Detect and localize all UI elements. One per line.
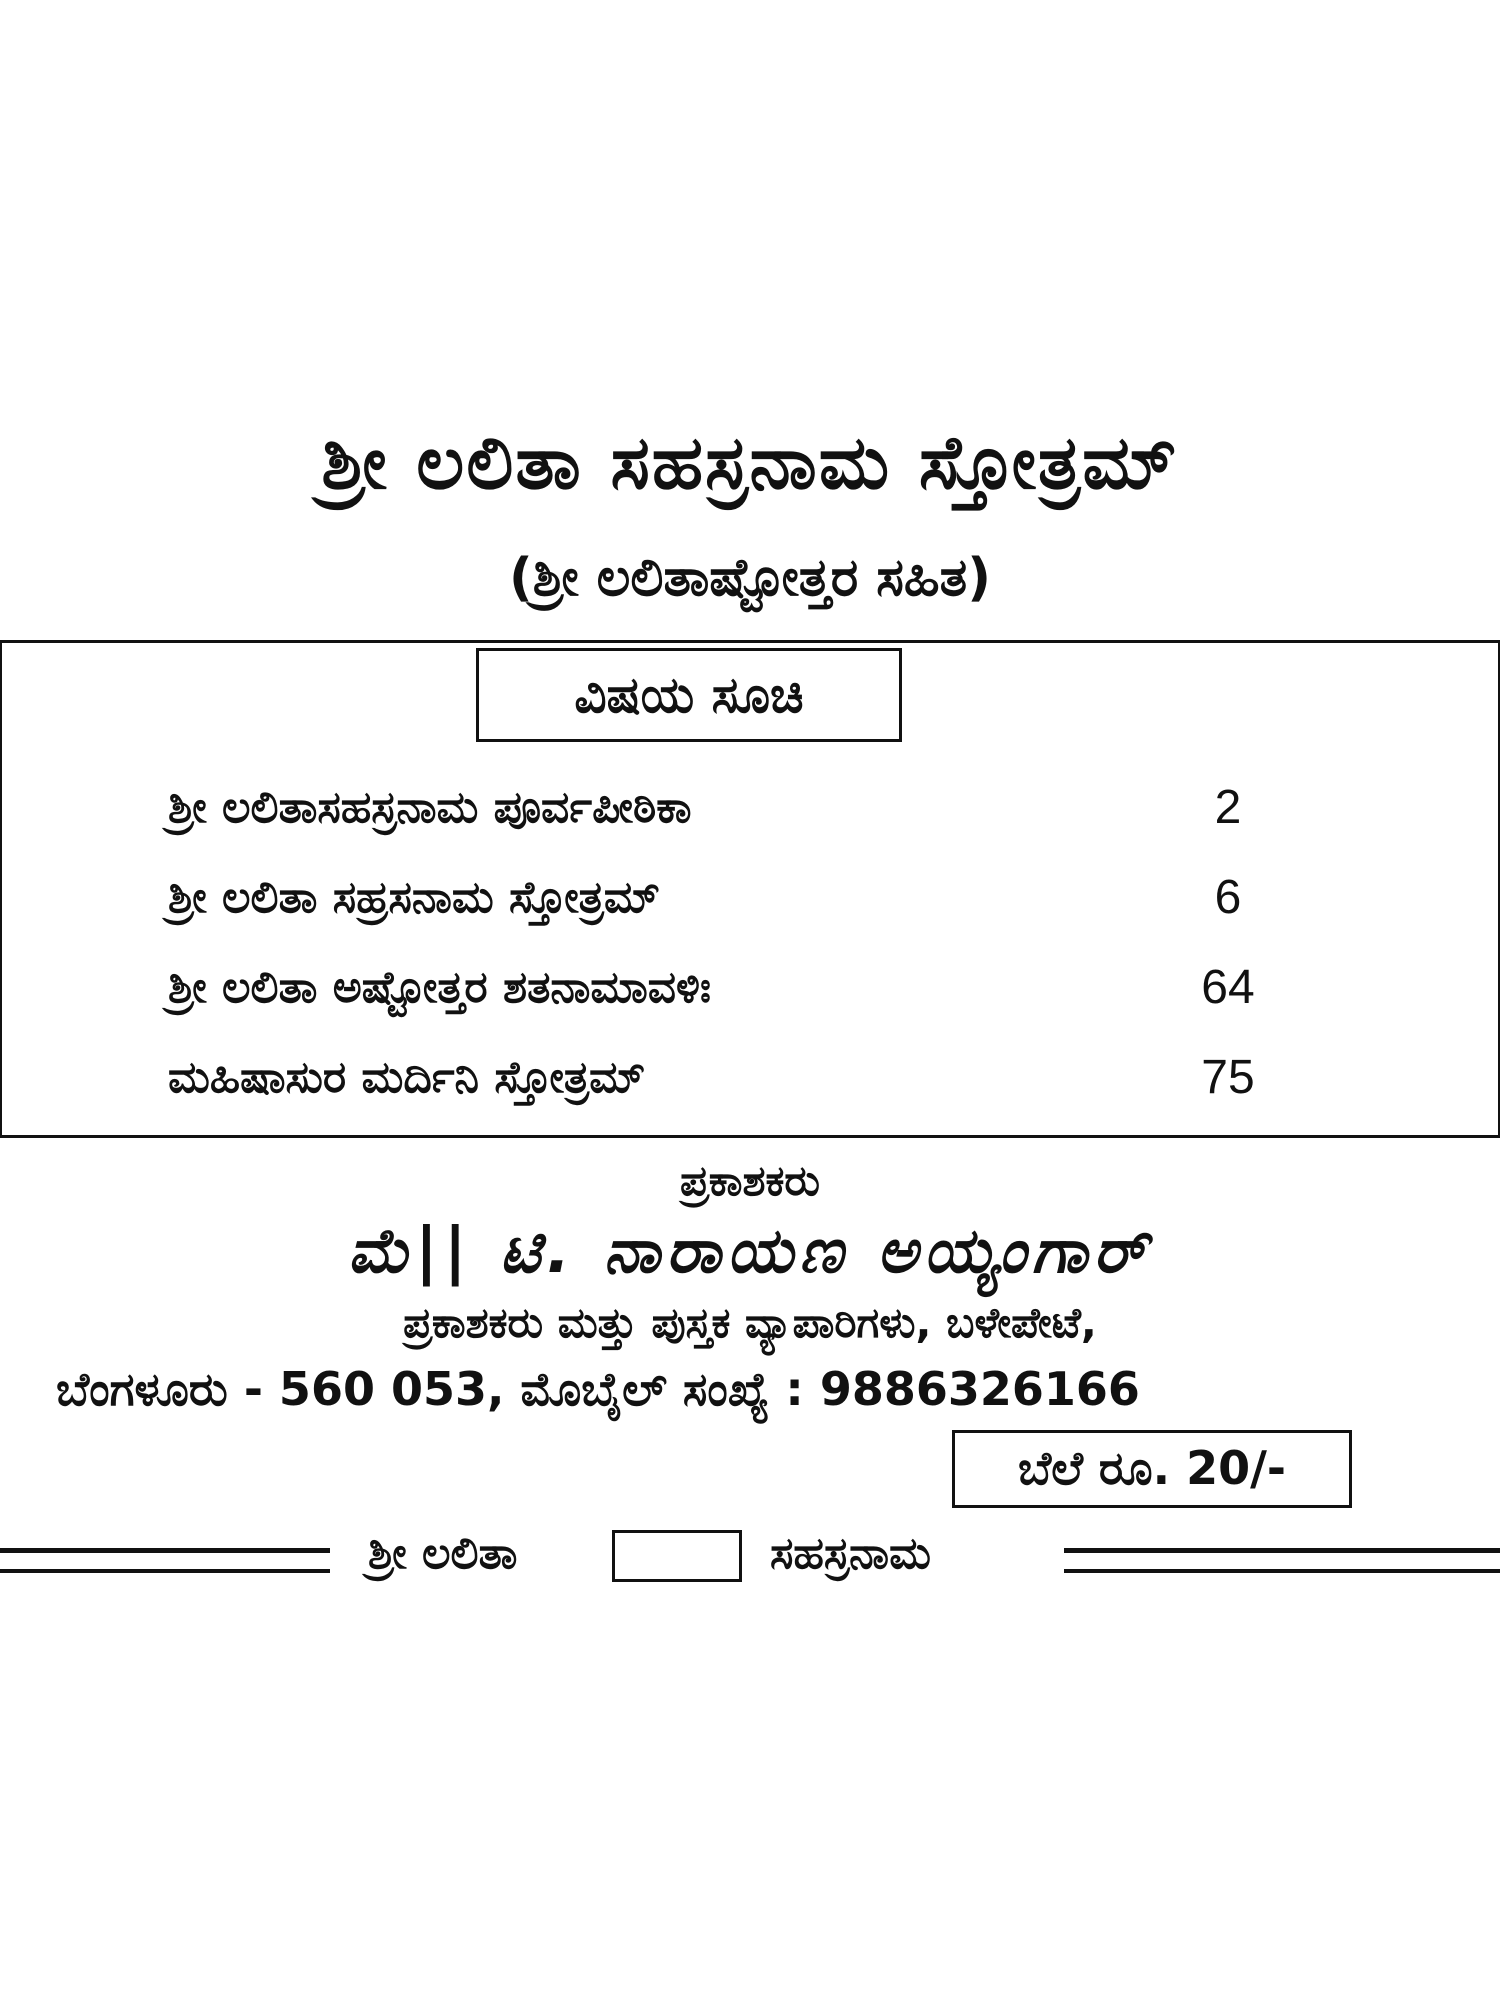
book-title: ಶ್ರೀ ಲಲಿತಾ ಸಹಸ್ರನಾಮ ಸ್ತೋತ್ರಮ್ bbox=[321, 420, 1179, 506]
price-box: ಬೆಲೆ ರೂ. 20/- bbox=[952, 1430, 1352, 1508]
footer-rule-right bbox=[1064, 1548, 1500, 1573]
toc-title: ಶ್ರೀ ಲಲಿತಾ ಸಹ್ರಸನಾಮ ಸ್ತೋತ್ರಮ್ bbox=[168, 871, 660, 923]
contents-heading: ವಿಷಯ ಸೂಚಿ bbox=[476, 648, 902, 742]
footer-right-text: ಸಹಸ್ರನಾಮ bbox=[770, 1528, 931, 1579]
toc-page-number: 75 bbox=[1201, 1050, 1255, 1104]
toc-row bbox=[168, 772, 1288, 842]
toc-row bbox=[168, 862, 1288, 932]
publisher-name: ಮೆ|| ಟಿ. ನಾರಾಯಣ ಅಯ್ಯಂಗಾರ್ bbox=[347, 1214, 1153, 1287]
toc-title: ಶ್ರೀ ಲಲಿತಾಸಹಸ್ರನಾಮ ಪೂರ್ವಪೀಠಿಕಾ bbox=[168, 781, 692, 833]
publisher-address: ಬೆಂಗಳೂರು - 560 053, ಮೊಬೈಲ್ ಸಂಖ್ಯೆ : 9886326166 bbox=[56, 1362, 1140, 1416]
toc-row bbox=[168, 952, 1288, 1022]
footer-rule-left bbox=[0, 1548, 330, 1573]
footer-blank-box bbox=[612, 1530, 742, 1582]
footer-left-text: ಶ್ರೀ ಲಲಿತಾ bbox=[368, 1528, 518, 1579]
book-subtitle: (ಶ್ರೀ ಲಲಿತಾಷ್ಟೋತ್ತರ ಸಹಿತ) bbox=[509, 548, 991, 608]
toc-title: ಶ್ರೀ ಲಲಿತಾ ಅಷ್ಟೋತ್ತರ ಶತನಾಮಾವಳಿಃ bbox=[168, 961, 711, 1013]
toc-page-number: 64 bbox=[1201, 960, 1255, 1014]
toc-page-number: 2 bbox=[1214, 780, 1242, 834]
toc-title: ಮಹಿಷಾಸುರ ಮರ್ದಿನಿ ಸ್ತೋತ್ರಮ್ bbox=[168, 1051, 646, 1103]
publisher-description: ಪ್ರಕಾಶಕರು ಮತ್ತು ಪುಸ್ತಕ ವ್ಯಾಪಾರಿಗಳು, ಬಳೇಪೇಟೆ, bbox=[403, 1298, 1097, 1347]
toc-page-number: 6 bbox=[1214, 870, 1242, 924]
publisher-label: ಪ್ರಕಾಶಕರು bbox=[680, 1156, 820, 1205]
toc-row bbox=[168, 1042, 1288, 1112]
